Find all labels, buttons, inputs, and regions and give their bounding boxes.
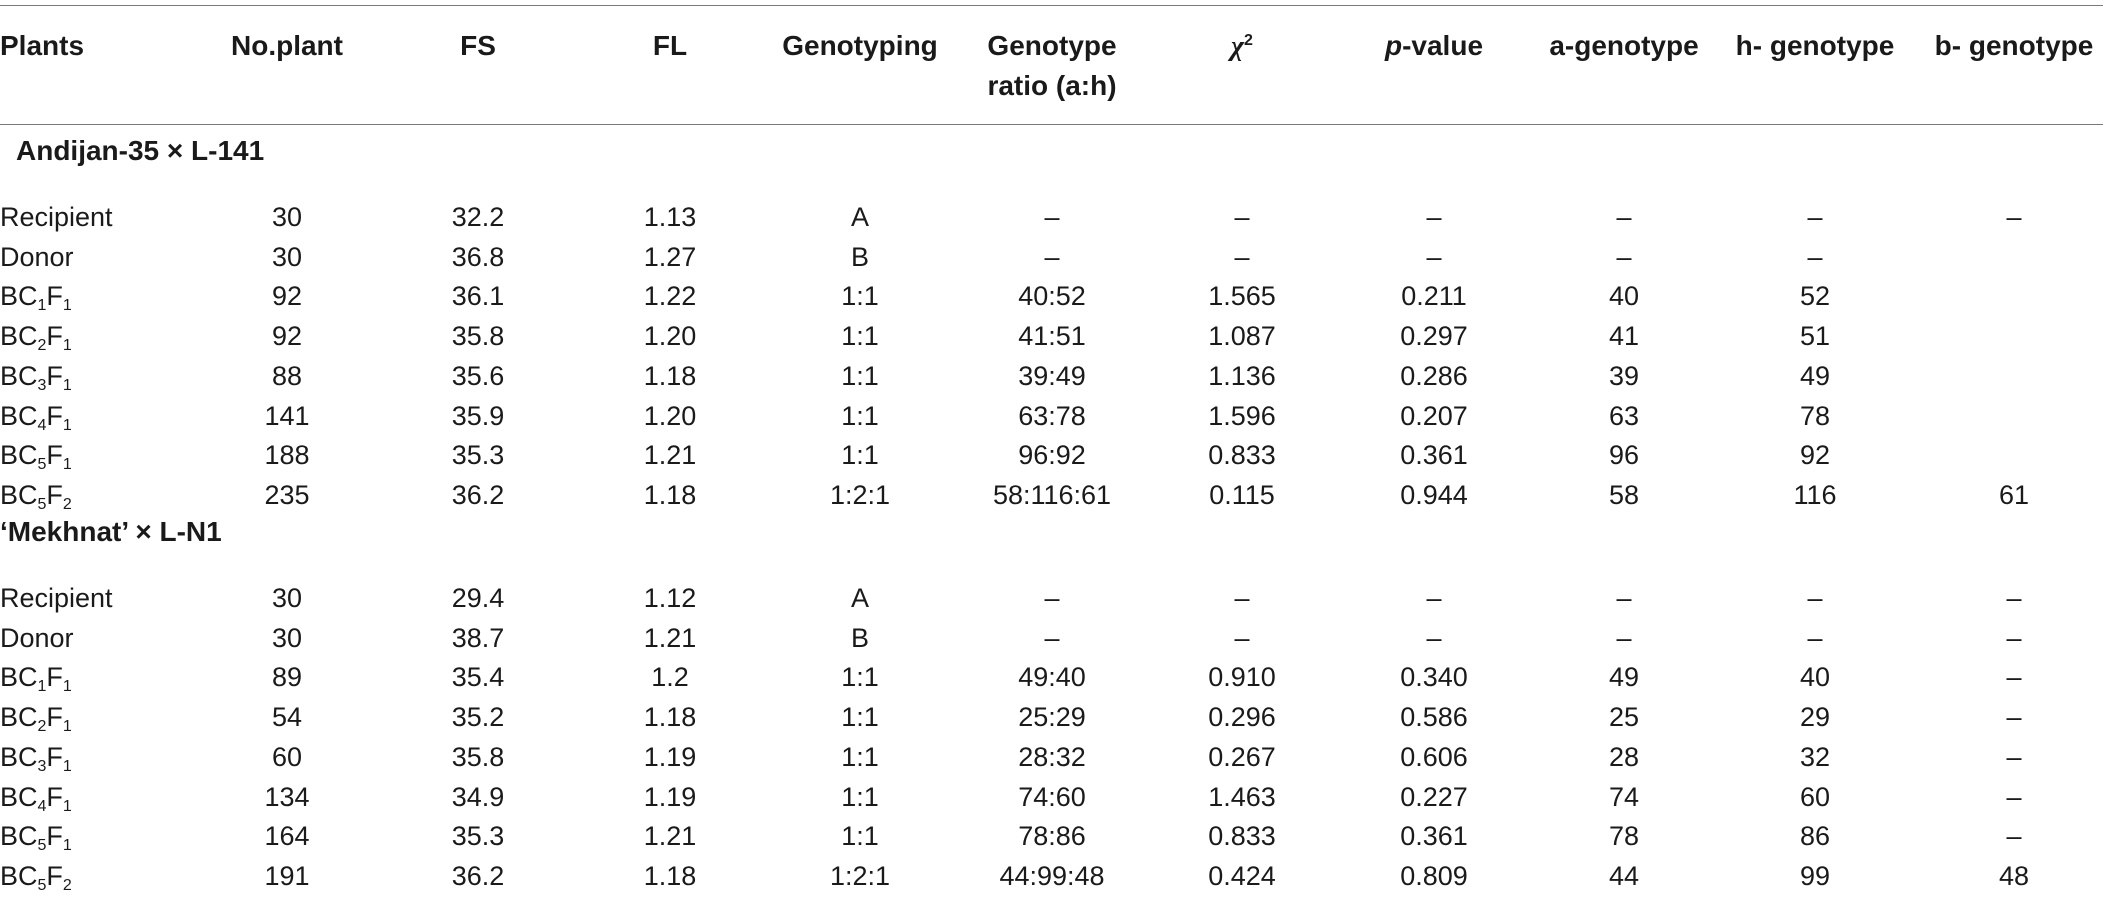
cell-a: 49 — [1608, 662, 1640, 693]
header-a-genotype: a-genotype — [1549, 30, 1699, 61]
cell-fl: 1.20 — [643, 400, 697, 431]
cell-fl: 1.19 — [643, 741, 697, 772]
header-chi-symbol: χ — [1231, 31, 1245, 62]
cell-a: – — [1616, 241, 1632, 272]
plant-filial-letter: F — [46, 440, 63, 471]
cell-b: – — [2006, 821, 2022, 852]
cell-fs: 35.8 — [451, 321, 505, 352]
cell-pvalue: 0.586 — [1400, 702, 1468, 733]
cell-no-plant: 89 — [271, 662, 303, 693]
cell-h: 116 — [1793, 479, 1837, 510]
cell-chi2: 0.910 — [1208, 662, 1276, 693]
plant-filial-letter: F — [46, 400, 63, 431]
cell-chi2: – — [1234, 583, 1250, 613]
cell-no-plant: 54 — [271, 702, 303, 733]
plant-name: BC — [0, 821, 38, 852]
cell-fl: 1.21 — [643, 440, 697, 471]
cell-genotyping: A — [850, 583, 870, 613]
plant-name: BC — [0, 440, 38, 471]
cell-b: – — [2006, 622, 2022, 653]
cell-ratio: 78:86 — [1018, 821, 1086, 852]
cell-genotyping: 1:1 — [841, 702, 879, 733]
plant-name-cell — [0, 279, 72, 313]
cell-fl: 1.21 — [643, 821, 697, 852]
cell-ratio: 44:99:48 — [999, 860, 1105, 891]
plant-name-cell — [0, 581, 113, 615]
plant-name-cell — [0, 660, 72, 694]
plant-name: BC — [0, 479, 38, 510]
cell-genotyping: B — [850, 622, 870, 653]
cell-a: 25 — [1608, 702, 1640, 733]
plant-backcross-sub: 5 — [37, 837, 47, 855]
plant-filial-letter: F — [46, 662, 63, 693]
cell-ratio: 40:52 — [1018, 281, 1086, 312]
cell-h: 51 — [1799, 321, 1831, 352]
cell-pvalue: 0.211 — [1401, 281, 1467, 312]
plant-filial-sub: 1 — [62, 757, 72, 775]
cell-h: – — [1807, 622, 1823, 653]
plant-filial-letter: F — [46, 781, 63, 812]
plant-name: BC — [0, 281, 38, 312]
cell-fs: 36.1 — [451, 281, 505, 312]
cell-a: 96 — [1608, 440, 1640, 471]
cell-ratio: 74:60 — [1018, 781, 1086, 812]
plant-name-cell — [0, 359, 72, 393]
plant-filial-sub: 2 — [62, 495, 72, 513]
cell-ratio: 58:116:61 — [992, 479, 1112, 510]
cell-a: – — [1616, 202, 1632, 232]
cell-a: 58 — [1608, 479, 1640, 510]
cell-a: – — [1616, 583, 1632, 613]
plant-backcross-sub: 5 — [37, 495, 47, 513]
cell-pvalue: – — [1426, 583, 1442, 613]
cell-ratio: 49:40 — [1018, 662, 1086, 693]
table-top-rule — [0, 5, 2103, 6]
cell-h: 60 — [1799, 781, 1831, 812]
cell-no-plant: 141 — [264, 400, 310, 431]
plant-name-cell — [0, 319, 72, 353]
plant-name: BC — [0, 321, 38, 352]
plant-name: Recipient — [0, 583, 113, 613]
cell-no-plant: 88 — [271, 360, 303, 391]
cell-no-plant: 164 — [264, 821, 310, 852]
header-fs: FS — [460, 30, 496, 61]
cell-b: – — [2006, 741, 2022, 772]
cell-ratio: 28:32 — [1018, 741, 1086, 772]
cell-pvalue: 0.809 — [1400, 860, 1468, 891]
cell-a: 39 — [1608, 360, 1640, 391]
cell-fs: 35.8 — [451, 741, 505, 772]
cell-chi2: 0.115 — [1209, 479, 1275, 510]
cell-no-plant: 235 — [264, 479, 310, 510]
cell-ratio: 25:29 — [1018, 702, 1086, 733]
cell-fs: 29.4 — [451, 583, 505, 613]
cell-fl: 1.12 — [643, 583, 697, 613]
header-b-genotype: b- genotype — [1934, 30, 2094, 61]
cell-pvalue: 0.944 — [1400, 479, 1468, 510]
cell-genotyping: 1:1 — [841, 360, 879, 391]
plant-backcross-sub: 1 — [37, 297, 47, 315]
group-title: Andijan-35 × L-141 — [16, 135, 265, 166]
cell-b: 48 — [1998, 860, 2030, 891]
cell-genotyping: 1:1 — [841, 440, 879, 471]
header-genotype-ratio-line1: Genotype — [987, 30, 1117, 61]
cell-a: 28 — [1608, 741, 1640, 772]
plant-filial-letter: F — [46, 281, 63, 312]
plant-name: BC — [0, 662, 38, 693]
cell-fs: 35.3 — [451, 440, 505, 471]
cell-fl: 1.18 — [643, 479, 697, 510]
plant-name-cell — [0, 621, 74, 655]
plant-name-cell — [0, 819, 72, 853]
plant-name: BC — [0, 400, 38, 431]
cell-chi2: 0.833 — [1208, 440, 1276, 471]
cell-b: – — [2006, 781, 2022, 812]
plant-filial-sub: 1 — [62, 337, 72, 355]
plant-backcross-sub: 5 — [37, 456, 47, 474]
cell-fs: 34.9 — [451, 781, 505, 812]
cell-fs: 36.8 — [451, 241, 505, 272]
cell-a: – — [1616, 622, 1632, 653]
cell-a: 40 — [1608, 281, 1640, 312]
cell-fl: 1.18 — [643, 360, 697, 391]
cell-b: – — [2006, 702, 2022, 733]
cell-b: 61 — [1998, 479, 2030, 510]
cell-no-plant: 92 — [271, 321, 303, 352]
plant-name: Donor — [0, 241, 74, 272]
plant-name: BC — [0, 860, 38, 891]
cell-ratio: 41:51 — [1018, 321, 1086, 352]
cell-fl: 1.13 — [643, 202, 697, 232]
cell-fs: 36.2 — [451, 860, 505, 891]
cell-h: 99 — [1799, 860, 1831, 891]
cell-chi2: 0.267 — [1208, 741, 1276, 772]
cell-fl: 1.19 — [643, 781, 697, 812]
cell-fs: 36.2 — [451, 479, 505, 510]
cell-fs: 35.9 — [451, 400, 505, 431]
plant-filial-sub: 2 — [62, 876, 72, 894]
cell-genotyping: 1:1 — [841, 662, 879, 693]
cell-chi2: 1.565 — [1208, 281, 1276, 312]
cell-pvalue: – — [1426, 202, 1442, 232]
plant-backcross-sub: 4 — [37, 797, 47, 815]
cell-a: 74 — [1608, 781, 1640, 812]
cell-h: 40 — [1799, 662, 1831, 693]
cell-no-plant: 30 — [271, 241, 303, 272]
header-chi-superscript: 2 — [1244, 32, 1253, 49]
plant-name-cell — [0, 438, 72, 472]
cell-no-plant: 191 — [264, 860, 310, 891]
plant-backcross-sub: 2 — [37, 337, 47, 355]
cell-fs: 35.2 — [451, 702, 505, 733]
plant-name-cell — [0, 478, 72, 512]
plant-filial-letter: F — [46, 821, 63, 852]
cell-ratio: 63:78 — [1018, 400, 1086, 431]
cell-pvalue: 0.297 — [1400, 321, 1468, 352]
cell-chi2: 1.596 — [1208, 400, 1276, 431]
plant-name: BC — [0, 702, 38, 733]
cell-b: – — [2006, 662, 2022, 693]
cell-chi2: – — [1234, 622, 1250, 653]
plant-filial-sub: 1 — [62, 456, 72, 474]
cell-a: 63 — [1608, 400, 1640, 431]
cell-pvalue: 0.361 — [1400, 821, 1468, 852]
cell-chi2: 0.296 — [1208, 702, 1276, 733]
plant-name: BC — [0, 781, 38, 812]
cell-chi2: – — [1234, 202, 1250, 232]
plant-filial-letter: F — [46, 860, 63, 891]
header-bottom-rule — [0, 124, 2103, 125]
header-genotyping: Genotyping — [782, 30, 938, 61]
cell-no-plant: 134 — [264, 781, 310, 812]
plant-filial-letter: F — [46, 741, 63, 772]
plant-name: BC — [0, 360, 38, 391]
cell-h: 49 — [1799, 360, 1831, 391]
cell-no-plant: 30 — [271, 202, 303, 232]
cell-chi2: 0.833 — [1208, 821, 1276, 852]
plant-filial-sub: 1 — [62, 416, 72, 434]
cell-no-plant: 60 — [271, 741, 303, 772]
cell-no-plant: 30 — [271, 622, 303, 653]
plant-filial-sub: 1 — [62, 678, 72, 696]
header-no-plant: No.plant — [231, 30, 343, 61]
header-p-italic: p — [1384, 30, 1403, 61]
cell-pvalue: 0.227 — [1400, 781, 1468, 812]
cell-fs: 35.3 — [451, 821, 505, 852]
plant-filial-letter: F — [46, 479, 63, 510]
group-title: ‘Mekhnat’ × L-N1 — [0, 516, 222, 547]
cell-h: 92 — [1799, 440, 1831, 471]
cell-genotyping: 1:2:1 — [829, 860, 891, 891]
cell-genotyping: 1:2:1 — [829, 479, 891, 510]
cell-no-plant: 30 — [271, 583, 303, 613]
plant-name-cell — [0, 399, 72, 433]
cell-pvalue: 0.286 — [1400, 360, 1468, 391]
cell-h: – — [1807, 241, 1823, 272]
cell-h: 86 — [1799, 821, 1831, 852]
cell-genotyping: 1:1 — [841, 821, 879, 852]
cell-chi2: 1.136 — [1208, 360, 1276, 391]
cell-b: – — [2006, 583, 2022, 613]
cell-fs: 35.6 — [451, 360, 505, 391]
cell-genotyping: B — [850, 241, 870, 272]
plant-name-cell — [0, 740, 72, 774]
plant-backcross-sub: 1 — [37, 678, 47, 696]
cell-fs: 32.2 — [451, 202, 505, 232]
cell-fl: 1.27 — [643, 241, 697, 272]
plant-name-cell — [0, 780, 72, 814]
cell-pvalue: 0.606 — [1400, 741, 1468, 772]
cell-ratio: – — [1044, 202, 1060, 232]
cell-chi2: – — [1234, 241, 1250, 272]
cell-chi2: 1.087 — [1208, 321, 1276, 352]
cell-fl: 1.20 — [643, 321, 697, 352]
plant-name-cell — [0, 240, 74, 274]
cell-h: – — [1807, 202, 1823, 232]
header-h-genotype: h- genotype — [1735, 30, 1895, 61]
cell-ratio: – — [1044, 622, 1060, 653]
header-genotype-ratio — [987, 26, 1116, 106]
cell-b: – — [2006, 202, 2022, 232]
cell-genotyping: 1:1 — [841, 781, 879, 812]
cell-pvalue: – — [1426, 241, 1442, 272]
plant-backcross-sub: 5 — [37, 876, 47, 894]
cell-fl: 1.2 — [651, 662, 689, 693]
cell-genotyping: A — [850, 202, 870, 232]
cell-a: 78 — [1608, 821, 1640, 852]
cell-ratio: – — [1044, 241, 1060, 272]
cell-fl: 1.21 — [643, 622, 697, 653]
plant-name: Donor — [0, 622, 74, 653]
plant-name-cell — [0, 200, 113, 234]
cell-pvalue: – — [1426, 622, 1442, 653]
plant-backcross-sub: 4 — [37, 416, 47, 434]
plant-name: BC — [0, 741, 38, 772]
cell-genotyping: 1:1 — [841, 741, 879, 772]
plant-filial-letter: F — [46, 360, 63, 391]
cell-pvalue: 0.340 — [1400, 662, 1468, 693]
plant-name-cell — [0, 859, 72, 893]
cell-h: 52 — [1799, 281, 1831, 312]
plant-filial-sub: 1 — [62, 797, 72, 815]
header-fl: FL — [652, 30, 688, 61]
header-genotype-ratio-line2: ratio (a:h) — [987, 70, 1117, 101]
cell-a: 41 — [1608, 321, 1640, 352]
cell-chi2: 1.463 — [1208, 781, 1276, 812]
cell-h: 78 — [1799, 400, 1831, 431]
cell-ratio: – — [1044, 583, 1060, 613]
plant-name: Recipient — [0, 202, 113, 232]
cell-genotyping: 1:1 — [841, 400, 879, 431]
cell-fl: 1.22 — [643, 281, 697, 312]
cell-fs: 38.7 — [451, 622, 505, 653]
cell-fl: 1.18 — [643, 860, 697, 891]
cell-fl: 1.18 — [643, 702, 697, 733]
plant-filial-sub: 1 — [62, 376, 72, 394]
cell-ratio: 39:49 — [1018, 360, 1086, 391]
cell-genotyping: 1:1 — [841, 321, 879, 352]
cell-h: – — [1807, 583, 1823, 613]
plant-filial-letter: F — [46, 321, 63, 352]
header-plants: Plants — [0, 30, 85, 61]
plant-filial-letter: F — [46, 702, 63, 733]
plant-filial-sub: 1 — [62, 297, 72, 315]
cell-no-plant: 188 — [264, 440, 310, 471]
plant-name-cell — [0, 700, 72, 734]
plant-filial-sub: 1 — [62, 837, 72, 855]
cell-chi2: 0.424 — [1208, 860, 1276, 891]
plant-backcross-sub: 3 — [37, 376, 47, 394]
header-chi-square — [1231, 26, 1253, 67]
cell-ratio: 96:92 — [1018, 440, 1086, 471]
header-p-rest: -value — [1402, 30, 1484, 61]
cell-no-plant: 92 — [271, 281, 303, 312]
cell-a: 44 — [1608, 860, 1640, 891]
cell-genotyping: 1:1 — [841, 281, 879, 312]
plant-backcross-sub: 2 — [37, 718, 47, 736]
plant-filial-sub: 1 — [62, 718, 72, 736]
cell-pvalue: 0.361 — [1400, 440, 1468, 471]
plant-backcross-sub: 3 — [37, 757, 47, 775]
cell-h: 32 — [1799, 741, 1831, 772]
header-p-value — [1385, 26, 1483, 66]
cell-fs: 35.4 — [451, 662, 505, 693]
cell-pvalue: 0.207 — [1400, 400, 1468, 431]
cell-h: 29 — [1799, 702, 1831, 733]
